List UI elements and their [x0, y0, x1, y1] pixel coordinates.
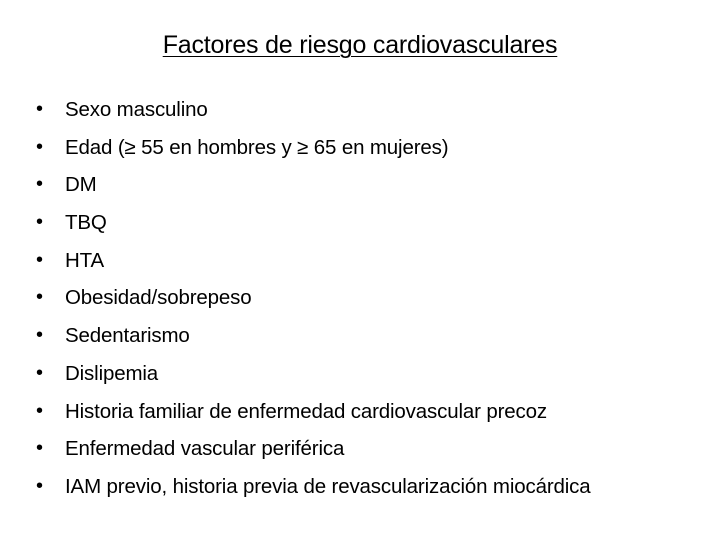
list-item: [36, 204, 706, 242]
bullet-icon: •: [36, 474, 43, 497]
bullet-icon: •: [36, 399, 43, 422]
list-item-text: Sedentarismo: [65, 324, 190, 348]
bullet-icon: •: [36, 437, 43, 460]
list-item: [36, 129, 706, 167]
bullet-icon: •: [36, 248, 43, 271]
list-item-text: DM: [65, 173, 97, 197]
list-item-text: Enfermedad vascular periférica: [65, 437, 345, 461]
bullet-icon: •: [36, 173, 43, 196]
list-item-text: Historia familiar de enfermedad cardiovascular precoz: [65, 399, 547, 423]
bullet-icon: •: [36, 135, 43, 158]
list-item-text: Obesidad/sobrepeso: [65, 286, 252, 310]
list-item: [36, 166, 706, 204]
list-item-text: Sexo masculino: [65, 98, 208, 121]
list-item-text: TBQ: [65, 211, 107, 235]
list-item-text: Dislipemia: [65, 361, 159, 385]
slide-title: Factores de riesgo cardiovasculares: [162, 31, 558, 59]
bullet-icon: •: [36, 98, 43, 120]
list-item: [36, 355, 706, 393]
list-item: [36, 317, 706, 355]
list-item-text: IAM previo, historia previa de revascularización miocárdica: [65, 474, 591, 498]
bullet-icon: •: [36, 211, 43, 234]
risk-factor-list: [36, 91, 706, 506]
bullet-icon: •: [36, 286, 43, 309]
list-item: [36, 91, 706, 129]
list-item-text: HTA: [65, 248, 105, 272]
bullet-icon: •: [36, 361, 43, 384]
bullet-icon: •: [36, 324, 43, 347]
list-item-text: Edad (≥ 55 en hombres y ≥ 65 en mujeres): [65, 135, 449, 159]
list-item: [36, 393, 706, 431]
list-item: [36, 430, 706, 468]
list-item: [36, 279, 706, 317]
list-item: [36, 242, 706, 280]
list-item: [36, 468, 706, 506]
